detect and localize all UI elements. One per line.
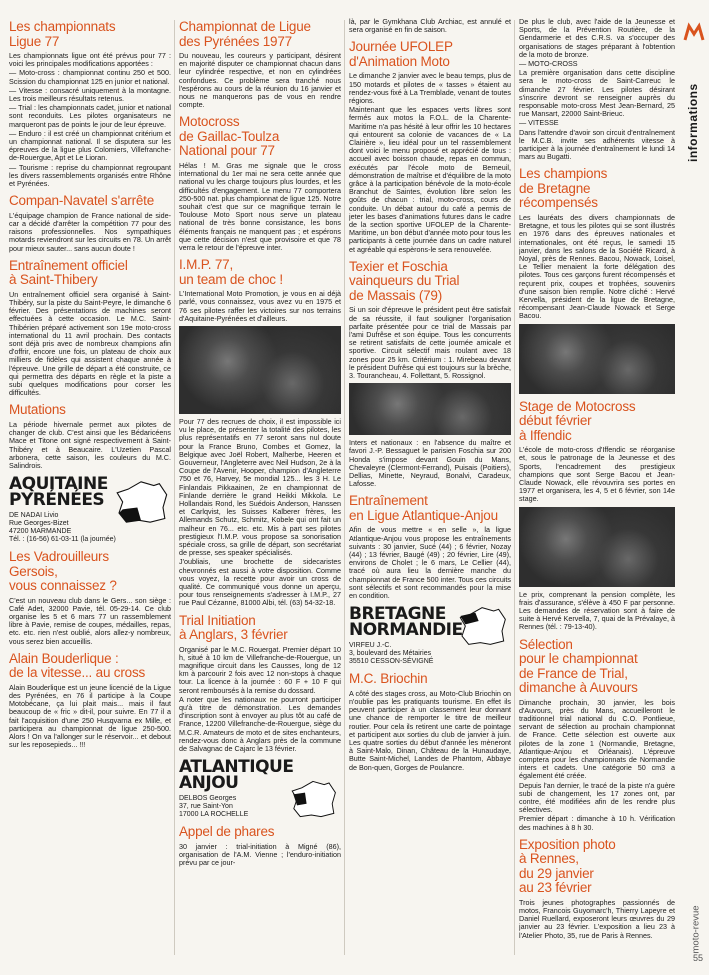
article-headline: [349, 672, 511, 687]
article-paragraph: Afin de vous mettre « en selle », la ligue Atlantique-Anjou vous propose les entraînements suivants : 30 janvier, Sucé (44) ; 6 février, Nozay (44) ; 13 février, Baugé (49) ; 20 février, Lire (49), environs de Cholet ; le 6 mars, Le Cellier (44), tracé où aura lieu la dernière manche du championnat de France 500 inter. Tous ces circuits sont sélectifs et sont recommandés pour la mise en condition.: [349, 525, 511, 601]
article-paragraph: Maintenant que les espaces verts libres sont fermés aux motos la F.O.L. de la Charente-Maritime n'a pas hésité à leur offrir les 10 hectares qui entourent sa colonie de vacances de « La Clairière », lieu idéal pour un tel rassemblement dont voici le menu proposé et apprécié de tous : accueil avec boisson chaude, repas en commun, exécutés par l'école moto de Berneuil, démonstration de maîtrise et d'équilibre de la moto grâce à la participation bénévole de la moto-école Branchut de Saintes, évolution libre selon les goûts de chacun : trial, moto-cross, cours de conduite. Un débat autour du café a permis de jeter les bases d'animations futures dans le cadre de la section sportive UFOLEP de la Charente-Maritime, un bon début d'année moto pour tous les participants à cette journée dans un cadre naturel et agréable qui espèrons-le sera renouvelée.: [349, 105, 511, 254]
headline-line: I.M.P. 77,: [179, 257, 234, 273]
headline-line: pour le championnat: [519, 651, 638, 667]
article-paragraph: Hélas ! M. Gras me signale que le cross international du 1er mai ne sera cette année que national vu les charge toujours plus lourdes, et les difficultés d'engagement. Le menu 77 comportera 250-500 nat. plus championnat de ligue 125. Notre souhait c'est que sur ce magnifique terrain le Toulouse Moto Sport nous serve un plateau national de très bonne consistance, les bons éléments français ne manquent pas ; et espérons que cette décision n'est que provisoire et que 78 verra le retour de l'épreuve inter.: [179, 160, 341, 252]
region-title-line: ATLANTIQUE: [179, 757, 294, 778]
article-headline: [519, 838, 675, 896]
article-paragraph: L'International Moto Promotion, je vous en ai déjà parlé, vous connaissez, vous avez vu en 1975 et 76 ses pilotes raffer les victoires sur nos terrains d'Aquitaine-Pyrénées et d'ailleurs.: [179, 289, 341, 323]
article: [9, 550, 171, 646]
headline-line: en Ligue Atlantique-Anjou: [349, 507, 498, 523]
article: [519, 838, 675, 940]
headline-line: Journée UFOLEP: [349, 39, 453, 55]
article-paragraph: Trois jeunes photographes passionnés de motos, Francois Guyomarc'h, Thierry Lapeyre et Daniel Ruellard, exposeront leurs œuvres du 29 janvier au 23 février. L'exposition a lieu 23 à l'Atelier Photo, 35, rue de Paris à Rennes.: [519, 897, 675, 940]
contact-line: 3, boulevard des Métairies: [349, 650, 432, 658]
article-paragraph: — Vitesse : consacré uniquement à la montagne. Les trois meilleurs résultats retenus.: [9, 85, 171, 104]
article-photo: [519, 324, 675, 394]
headline-line: de Bretagne: [519, 180, 591, 196]
article-headline: [349, 40, 511, 69]
column-divider: [514, 20, 515, 955]
article-photo: [349, 383, 511, 435]
article-headline: [9, 259, 171, 288]
article-paragraph: Un entraînement officiel sera organisé à Saint-Thibéry, sur la piste du Saint-Peyre, le dimanche 6 février. Des présentations de machines seront effectuées à cette occasion. Le M.C. Saint-Thibérien préparé activement son 19e moto-cross international du 11 avril prochain. Des contacts sont déjà pris avec de nombreux champions afin d'offrir, encore une fois, un plateau de choix aux milliers de fidèles qui assistent chaque année à l'épreuve. Une grille de départ a été construite, ce qui permettra des départs en règle et la piste a subi quelques modifications pour corser les difficultés.: [9, 289, 171, 398]
article-paragraph: — Moto-cross : championnat continu 250 et 500. Scission du championnat 125 en junior et national.: [9, 68, 171, 86]
headline-line: Texier et Foschia: [349, 258, 448, 274]
column-4: [519, 18, 675, 965]
article-photo: [519, 507, 675, 587]
article-paragraph: La période hivernale permet aux pilotes de changer de club. C'est ainsi que les Bédaricéens Mace et Titone ont signé respectivement à Saint-Thibéry et à Beaucaire. L'Uzetien Pascal arbonera, cette saison, les couleurs du M.C. Salindrois.: [9, 419, 171, 470]
headline-line: Appel de phares: [179, 824, 275, 840]
section-label: informations: [686, 83, 700, 162]
headline-line: dimanche à Auvours: [519, 680, 638, 696]
headline-line: Motocross: [179, 114, 240, 130]
article: [9, 652, 171, 750]
article-headline: [519, 400, 675, 444]
region-contact-box: [349, 606, 511, 666]
article: [349, 40, 511, 253]
region-title-line: NORMANDIE: [349, 620, 463, 641]
magazine-tab: [683, 885, 707, 955]
article-headline: [9, 550, 171, 594]
headline-line: de Gaillac-Toulza: [179, 128, 280, 144]
article-paragraph: A noter que les nationaux ne pourront participer qu'à titre de démonstration. Les demandes d'inscription sont à envoyer au plus tôt au café de France, 12200 Villefranche-de-Rouergue, siège du M.C.R. Amateurs de moto et de sites enchanteurs, rendez-vous donc à Anglars près de la commune de Salvagnac de Cajarc le 13 février.: [179, 694, 341, 754]
magazine-name: moto-revue: [690, 905, 702, 954]
article: [179, 115, 341, 252]
column-1: [9, 18, 171, 965]
headline-line: à Anglars, 3 février: [179, 627, 288, 643]
article: [349, 494, 511, 600]
contact-line: 47200 MARMANDE: [9, 528, 72, 536]
region-contact-box: [9, 476, 171, 544]
column-divider: [174, 20, 175, 955]
headline-line: Mutations: [9, 402, 66, 418]
article-paragraph: Les championnats ligue ont été prévus pour 77 : voici les principales modifications apportées :: [9, 51, 171, 69]
headline-line: à Rennes,: [519, 851, 579, 867]
article-paragraph: L'équipage champion de France national de side-car a décidé d'arrêter la compétition 77 pour des raisons professionnelles. Nos sympathiques motards reviendront sur les circuits en 78. Un arrêt pour mieux sauter... sans aucun doute !: [9, 210, 171, 253]
headline-line: Stage de Motocross: [519, 398, 636, 414]
article-paragraph: — Enduro : il est créé un championnat critérium et un championnat national. Il se disputera sur les épreuves de la ligue plus Colomiers, Villefranche-de-Rouergue, Apt et Le Lioran.: [9, 128, 171, 163]
section-tab: [683, 20, 707, 170]
article-headline: [9, 20, 171, 49]
headline-line: à Iffendic: [519, 427, 572, 443]
column-divider: [344, 20, 345, 955]
article: [9, 194, 171, 253]
region-map-icon: [455, 606, 509, 646]
article-headline: [179, 115, 341, 159]
headline-line: du 29 janvier: [519, 865, 594, 881]
article-paragraph: — VITESSE: [519, 118, 559, 128]
headline-line: Alain Bouderlique :: [9, 650, 119, 666]
headline-line: de la vitesse... au cross: [9, 665, 146, 681]
article-paragraph: Depuis l'an dernier, le tracé de la piste n'a guère subi de changement, les 17 zones ont, par contre, été modifiées afin de les rendre plus sélectives.: [519, 780, 675, 815]
article: [179, 20, 341, 109]
headline-line: Les championnats: [9, 19, 116, 34]
article-paragraph: C'est un nouveau club dans le Gers... son siège : Café Adet, 32000 Pavie, tél. 05-29-14. Ce club organise les 5 et 6 mars 77 un rassemblement libre à Pavie, remise de coupes, médailles, repas, etc. etc. rien n'est oublié, alors allez-y nombreux, vous serez bien accueillis.: [9, 595, 171, 646]
article: [519, 167, 675, 393]
headline-line: au 23 février: [519, 880, 592, 896]
article: [519, 638, 675, 832]
article-paragraph: De plus le club, avec l'aide de la Jeunesse et Sports, de la Prévention Routière, de la Gendarmerie et des C.R.S. va s'occuper des organisations de stages préparant à l'obtention de la moto de bronze.: [519, 18, 675, 59]
article-headline: [179, 20, 341, 49]
article-paragraph: Le prix, comprenant la pension complète, les frais d'assurance, s'élève à 450 F par personne. Les demandes de réservation sont à faire de suite à Hervé Kervella, 7, quai de la Prévalaye, à Rennes (tél. : 79-13-40).: [519, 589, 675, 632]
article-paragraph: Alain Bouderlique est un jeune licencié de la Ligue des Pyrénées, en 76 il participe à la Coupe Motobécane, ça lui plait mais... mais il faut beaucoup de « fric » dit-il, pour suivre. En 77 il a fait l'acquisition d'une 250 Husqvarna ex Mille, et participera au championnat de ligue 250-500. Alors ! On va l'allonger sur le réservoir... et debout sur les reposepieds... !!!: [9, 682, 171, 750]
contact-line: 35510 CESSON-SÉVIGNÉ: [349, 658, 434, 666]
article-paragraph: — MOTO-CROSS: [519, 59, 578, 69]
article: [179, 614, 341, 754]
article-paragraph: Du nouveau, les coureurs y participant, désirent en majorité disputer ce championnat chacun dans leur cylindrée respective, et non en cylindrées confondues. Ce problème sera tranché nous l'espérons au cours de la réunion du 16 janvier et nous ne manquerons pas de vous en rendre compte.: [179, 51, 341, 110]
region-title-line: AQUITAINE: [9, 474, 108, 495]
column-3: [349, 18, 511, 965]
article-paragraph: — Tourisme : reprise du championnat regroupant les divers rassemblements organisés entre Rhône et Pyrénées.: [9, 162, 171, 189]
article: [349, 260, 511, 489]
headline-line: Compan-Navatel s'arrête: [9, 193, 155, 209]
article-paragraph: Pour 77 des recrues de choix, il est impossible ici vu le place, de présenter la totalité des pilotes, les plus représentatifs en 77 seront sans nul doute pour la France Bruno, Combes et Gomez, la Belgique avec Joël Robert, Malherbe, Heeren et Gouverneur, l'Angleterre avec Neil Hudson, 2e à la Coupe de l'Avenir, Hooper, champion d'Angleterre 750 et 76, Harvey, 5e mondial 125... les 3 H. Le Finlandais Pikkaainen, 2e en championnat de Finlande derrière le grand Heikki Mikkola. Le Hollandais Rond, les Suédois Anderson, Hanssen et Carlqvist, les Suisses Kalberer frères, les Allemands Schutz, Schmitz, Kobele qui ont fait un malheur en 76... etc. etc. Mis à part ses pilotes prestigieux l'I.M.P. vous propose sa sonorisation spéciale cross, sa grille de départ, son secrétariat de presse, ses speaker spécialisés.: [179, 416, 341, 558]
region-map-icon: [289, 779, 337, 819]
headline-line: Exposition photo: [519, 836, 616, 852]
article: [519, 18, 675, 161]
article: [9, 20, 171, 188]
article-headline: [179, 825, 341, 840]
article-paragraph: Premier départ : dimanche à 10 h. Vérification des machines à 8 h 30.: [519, 814, 675, 832]
column-2: [179, 18, 341, 965]
article-paragraph: Inters et nationaux : en l'absence du maître et favori J.-P. Bessaguet le parisien Foschia sur 200 Honda s'impose devant Gouin du Mans, Chevaleyre (Clermont-Ferrand), Puisais (Poitiers), Dellias, Minette, Neyraud, Bonalvi, Caradeux, Lafosse.: [349, 438, 511, 489]
headline-line: Sélection: [519, 636, 573, 652]
article-paragraph: L'école de moto-cross d'Iffendic se réorganise et, sous le patronage de la Jeunesse et des Sports, l'encadrement des prestigieux champions que sont Serge Bacou et Jean-Claude Nowack, elle révouvrira ses portes en 1977 et organisera, les 4, 5 et 6 février, son 14e stage.: [519, 445, 675, 504]
article-headline: [179, 258, 341, 287]
headline-line: à Saint-Thibery: [9, 272, 98, 288]
article-paragraph: Organisé par le M.C. Rouergat. Premier départ 10 h, situé à 10 km de Villefranche-de-Rouergue, un magnifique circuit dans les Causses, long de 12 km à parcourir 2 fois avec 12 non-stops à chaque tour. La licence à la journée : 60 F + 10 F qui seront remboursés à la remise du dossard.: [179, 644, 341, 695]
headline-line: M.C. Briochin: [349, 671, 428, 687]
headline-line: un team de choc !: [179, 271, 283, 287]
headline-line: début février: [519, 413, 592, 429]
article-paragraph: J'oubliais, une brochette de sidecaristes chevronnés est aussi à votre disposition. Comme vous voyez, la recette pour avoir un cross de qualité. Ce communiqué vous donne un aperçu, pour tous renseignements s'adresser à I.M.P., 27 rue Paul Cézanne, 81000 Albi, tél. (63) 54-32-18.: [179, 557, 341, 608]
article-paragraph: — Trial : les championnats cadet, junior et national sont reconduits. Les pilotes organisateurs ne marqueront pas de points le jour de leur épreuve.: [9, 103, 171, 129]
headline-line: des Pyrénées 1977: [179, 33, 292, 49]
headline-line: Championnat de Ligue: [179, 19, 311, 34]
region-title-line: PYRÉNÉES: [9, 490, 105, 511]
region-map-icon: [111, 480, 171, 524]
headline-line: récompensés: [519, 195, 598, 211]
headline-line: de France de Trial,: [519, 665, 628, 681]
contact-line: DELBOS Georges: [179, 795, 237, 803]
article: [9, 403, 171, 470]
headline-line: National pour 77: [179, 143, 275, 159]
page-number: 55: [692, 953, 703, 963]
article-headline: [349, 494, 511, 523]
contact-line: Tél. : (16-56) 61-03-11 (la journée): [9, 536, 116, 544]
article-paragraph: A côté des stages cross, au Moto-Club Briochin on n'oublie pas les pratiquants tourisme. En effet ils peuvent participer à un classement leur donnant une chance de remporter le titre de meilleur routier. Pour cela ils retirent une carte de pointage et participent aux sorties du club de janvier à juin. Les quatre sorties du début d'année les mèneront à Saint-Malo, Dinan, Château de la Hunaudaye, Butte Saint-Michel, Landes de Phantom, Abbaye de Bon-quen, Gorges de Poulancre.: [349, 688, 511, 772]
article-paragraph: 30 janvier : trial-initiation à Migné (86), organisation de l'A.M. Vienne ; l'enduro-initiation prévu par ce jour-: [179, 841, 341, 868]
headline-line: Les champions: [519, 166, 608, 182]
contact-line: Rue Georges-Bizet: [9, 520, 69, 528]
article-paragraph: Les lauréats des divers championnats de Bretagne, et tous les pilotes qui se sont illustrés en 1976 dans des épreuves nationales et internationales, ont été reçus, le samedi 15 janvier, dans les salons de la Société Ricard, à Noyal, près de Rennes. Bacou, Nowack, Loisel, Le Tellier menaient la forte délégation des pilotes. Tous ces garçons furent récompensés et reçurent prix, coupes et trophées, souvenirs d'une saison bien remplie. Notre cliché : Hervé Kervella, président de la ligue de Bretagne, récompensant Jean-Claude Nowack et Serge Bacou.: [519, 212, 675, 321]
headline-line: Entraînement officiel: [9, 257, 128, 273]
headline-line: Trial Initiation: [179, 612, 256, 628]
article-paragraph: Dans l'attendre d'avoir son circuit d'entraînement le M.C.B. invite ses adhérents vitesse à participer à la journée d'entraînement le lundi 14 mars au Bugatti.: [519, 127, 675, 162]
article-headline: [519, 638, 675, 696]
article-paragraph: Le dimanche 2 janvier avec le beau temps, plus de 150 motards et pilotes de « tasses » étaient au rendez-vous fixé à La Tremblade, venant de toutes régions.: [349, 71, 511, 106]
article-paragraph: là, par le Gymkhana Club Archiac, est annulé et sera organisé en fin de saison.: [349, 18, 511, 35]
article: [179, 258, 341, 607]
article-headline: [9, 403, 171, 418]
region-title-line: BRETAGNE: [349, 604, 446, 625]
article: [519, 400, 675, 632]
article-headline: [9, 652, 171, 681]
headline-line: Gersois,: [9, 563, 58, 579]
article: [179, 825, 341, 867]
article-paragraph: Dimanche prochain, 30 janvier, les bois d'Auvours, près du Mans, accueilleront le traditionnel trial national du C.O. Pontlieue, servant de sélection au prochain championnat de France. Cette sélection est ouverte aux pilotes de la zone 1 (Normandie, Bretagne, Atlantique-Anjou et Orléanais). L'épreuve comptera pour les championnats de Normandie inters et cadets. Une catégorie 50 cm3 a également été créée.: [519, 697, 675, 781]
region-title-line: ANJOU: [179, 773, 239, 794]
headline-line: Ligue 77: [9, 33, 60, 49]
article: [9, 259, 171, 398]
region-contact-box: [179, 759, 341, 819]
article: [349, 672, 511, 772]
contact-line: 37, rue Saint-Yon: [179, 803, 233, 811]
contact-line: 17000 LA ROCHELLE: [179, 811, 249, 819]
article-headline: [9, 194, 171, 209]
headline-line: de Massais (79): [349, 287, 443, 303]
headline-line: Entraînement: [349, 493, 428, 509]
article-headline: [519, 167, 675, 211]
headline-line: vous connaissez ?: [9, 578, 117, 594]
article-photo: [179, 326, 341, 414]
article-headline: [349, 260, 511, 304]
contact-line: VIRFEU J.-C.: [349, 642, 392, 650]
article: [349, 18, 511, 34]
headline-line: vainqueurs du Trial: [349, 273, 460, 289]
headline-line: d'Animation Moto: [349, 53, 450, 69]
article-paragraph: Si un soir d'épreuve le président peut être satisfait de sa réussite, il faut souligner l'organisation parfaite présentée pour ce trial de Massais par l'ami Dufrêse et son équipe. Tous les concurrents se retirent satisfaits de cette journée amicale et sportive. Circuit sélectif mais roulant avec 18 zones pour 25 km. Critérium : 1. Mirebeau devant le président Dufrêse qui est toujours sur la brèche, 3. Tourancheau, 4. Follettant, 5. Rossignol.: [349, 305, 511, 380]
contact-line: DE NADAI Livio: [9, 512, 59, 520]
headline-line: Les Vadrouilleurs: [9, 549, 109, 565]
article-headline: [179, 614, 341, 643]
article-paragraph: La première organisation dans cette discipline sera le moto-cross de Saint-Carreuc le dimanche 27 février. Les pilotes désirant s'inscrire devront se renseigner auprès du responsable moto-cross Mest Jean-Bernard, 25 rue Mansart, 22000 Saint-Brieuc.: [519, 68, 675, 119]
